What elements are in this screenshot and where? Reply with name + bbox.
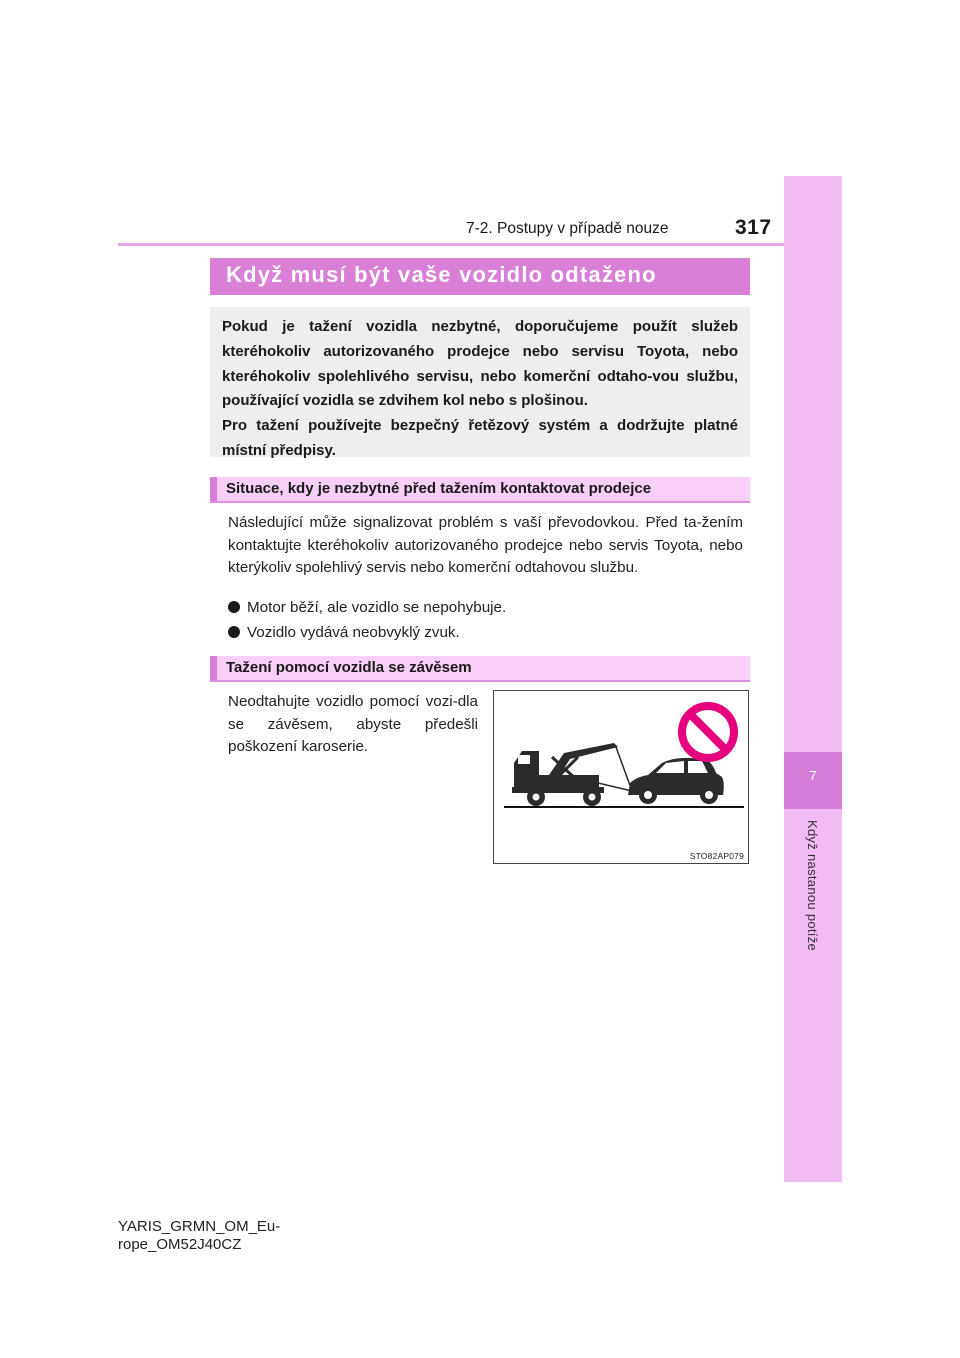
- section-heading-dealer-contact: [210, 477, 750, 503]
- section-label: 7-2. Postupy v případě nouze: [466, 220, 669, 237]
- section2-paragraph: Neodtahujte vozidlo pomocí vozi-dla se závěsem, abyste předešli poškození karoserie.: [228, 693, 478, 755]
- list-item-text: Vozidlo vydává neobvyklý zvuk.: [247, 624, 460, 641]
- document-code: [118, 1218, 280, 1254]
- chapter-title: Když nastanou potíže: [805, 820, 820, 952]
- section-heading-label: Tažení pomocí vozidla se závěsem: [226, 659, 472, 676]
- document-code-line-1: YARIS_GRMN_OM_Eu-: [118, 1218, 281, 1235]
- section-heading-sling-tow: [210, 656, 750, 682]
- header-divider: [118, 243, 785, 246]
- section-heading-label: Situace, kdy je nezbytné před tažením kontaktovat prodejce: [226, 480, 652, 497]
- tow-cable: [616, 747, 632, 791]
- heading-accent-bar: [210, 656, 217, 680]
- chapter-number: 7: [809, 768, 817, 783]
- list-item: [228, 624, 460, 641]
- chapter-side-tab: [784, 176, 842, 1182]
- tow-truck-drawing: [494, 691, 750, 865]
- page-title: Když musí být vaše vozidlo odtaženo: [226, 262, 657, 287]
- section1-paragraph: Následující může signalizovat problém s vaší převodovkou. Před ta-žením kontaktujte kteréhokoliv autorizovaného prodejce nebo servis Toyota, nebo kterýkoliv spolehlivý servis nebo komerční odtahovou službu.: [228, 514, 743, 576]
- truck-window: [518, 755, 530, 764]
- tow-truck-illustration: [493, 690, 749, 864]
- truck-boom: [549, 743, 618, 775]
- intro-box: [210, 307, 750, 457]
- heading-accent-bar: [210, 477, 217, 501]
- chapter-title-container: [784, 820, 842, 980]
- figure-code: STO82AP079: [689, 851, 744, 861]
- page-number: 317: [735, 216, 772, 239]
- document-code-line-2: rope_OM52J40CZ: [118, 1236, 242, 1253]
- list-item: [228, 599, 506, 616]
- prohibition-icon: [682, 706, 734, 758]
- intro-text: [222, 315, 738, 464]
- intro-paragraph-1: Pokud je tažení vozidla nezbytné, doporučujeme použít služeb kteréhokoliv autorizovaného prodejce nebo servisu Toyota, nebo kteréhokoliv spolehlivého servisu, nebo komerční odtaho-vou službu, používající vozidla se zdvihem kol nebo s plošinou.: [222, 318, 738, 410]
- intro-paragraph-2: Pro tažení používejte bezpečný řetězový systém a dodržujte platné místní předpisy.: [222, 417, 738, 459]
- bullet-icon: [228, 626, 240, 638]
- bullet-icon: [228, 601, 240, 613]
- truck-bed: [539, 775, 599, 789]
- list-item-text: Motor běží, ale vozidlo se nepohybuje.: [247, 599, 507, 616]
